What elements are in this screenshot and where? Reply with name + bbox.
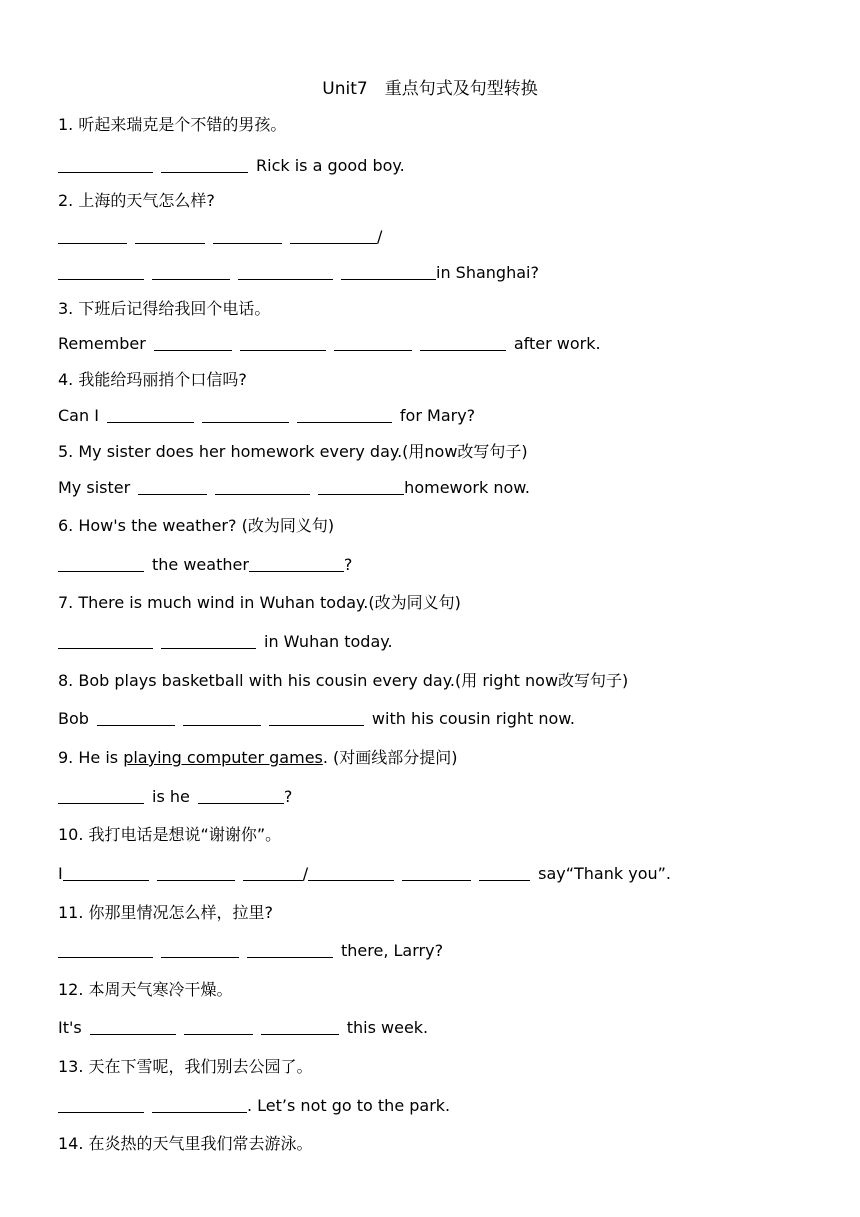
answer-tail: in Wuhan today. [264, 632, 393, 651]
answer-blank[interactable] [135, 227, 205, 244]
answer-blank[interactable] [247, 941, 333, 958]
slash: / [302, 864, 309, 883]
question-7-prompt: 7. There is much wind in Wuhan today.(改为同义句) [58, 593, 461, 612]
answer-head: Bob [58, 709, 89, 728]
question-10-answer [58, 863, 671, 885]
answer-mid: the weather [152, 555, 249, 574]
question-6-prompt: 6. How's the weather? (改为同义句) [58, 516, 335, 535]
question-10-prompt: 10. 我打电话是想说“谢谢你”。 [58, 825, 282, 844]
answer-head: Remember [58, 334, 146, 353]
question-8-prompt: 8. Bob plays basketball with his cousin every day.(用 right now改写句子) [58, 671, 629, 690]
question-11-answer [58, 940, 443, 962]
answer-tail: ? [343, 555, 353, 574]
answer-blank[interactable] [161, 632, 256, 649]
question-13-prompt: 13. 天在下雪呢，我们别去公园了。 [58, 1057, 313, 1076]
answer-tail: after work. [513, 334, 601, 353]
underlined-phrase: playing computer games [123, 748, 323, 767]
answer-blank[interactable] [161, 156, 248, 173]
question-14-prompt: 14. 在炎热的天气里我们常去游泳。 [58, 1134, 313, 1153]
answer-tail: this week. [346, 1018, 429, 1037]
answer-blank[interactable] [63, 864, 149, 881]
answer-blank[interactable] [183, 709, 261, 726]
answer-blank[interactable] [107, 406, 194, 423]
answer-head: Can I [58, 406, 99, 425]
question-11-prompt: 11. 你那里情况怎么样，拉里? [58, 903, 274, 922]
prompt-part: . (对画线部分提问) [322, 748, 458, 767]
answer-blank[interactable] [240, 334, 326, 351]
answer-blank[interactable] [152, 1096, 247, 1113]
question-4-answer [58, 405, 475, 427]
answer-blank[interactable] [58, 555, 144, 572]
answer-blank[interactable] [269, 709, 364, 726]
slash: / [377, 227, 383, 246]
answer-blank[interactable] [58, 156, 153, 173]
question-12-answer [58, 1017, 428, 1039]
answer-tail: in Shanghai? [436, 263, 539, 282]
answer-blank[interactable] [58, 227, 127, 244]
answer-blank[interactable] [420, 334, 506, 351]
answer-tail: Rick is a good boy. [256, 156, 405, 175]
answer-blank[interactable] [58, 1096, 144, 1113]
answer-blank[interactable] [238, 263, 333, 280]
question-3-prompt: 3. 下班后记得给我回个电话。 [58, 299, 271, 318]
question-2-answer-line1 [58, 226, 382, 248]
question-3-answer [58, 333, 601, 355]
question-9-prompt [58, 747, 458, 769]
answer-blank[interactable] [213, 227, 282, 244]
answer-tail: homework now. [404, 478, 530, 497]
question-6-answer [58, 554, 352, 576]
answer-blank[interactable] [90, 1018, 176, 1035]
answer-tail: for Mary? [399, 406, 476, 425]
answer-blank[interactable] [184, 1018, 253, 1035]
answer-blank[interactable] [154, 334, 232, 351]
question-5-prompt: 5. My sister does her homework every day.(用now改写句子) [58, 442, 528, 461]
answer-blank[interactable] [58, 787, 144, 804]
question-1-prompt: 1. 听起来瑞克是个不错的男孩。 [58, 115, 287, 134]
answer-tail: say“Thank you”. [538, 864, 671, 883]
answer-blank[interactable] [215, 478, 310, 495]
question-1-answer [58, 155, 405, 177]
answer-tail: there, Larry? [341, 941, 444, 960]
question-9-answer [58, 786, 292, 808]
question-4-prompt: 4. 我能给玛丽捎个口信吗? [58, 370, 247, 389]
answer-head: It's [58, 1018, 82, 1037]
question-2-prompt: 2. 上海的天气怎么样? [58, 191, 215, 210]
answer-blank[interactable] [308, 864, 394, 881]
answer-tail: . Let’s not go to the park. [247, 1096, 451, 1115]
question-2-answer-line2 [58, 262, 539, 284]
answer-blank[interactable] [157, 864, 235, 881]
answer-blank[interactable] [243, 864, 303, 881]
answer-head: I [58, 864, 63, 883]
answer-blank[interactable] [290, 227, 377, 244]
answer-blank[interactable] [402, 864, 471, 881]
prompt-part: 9. He is [58, 748, 124, 767]
answer-blank[interactable] [202, 406, 289, 423]
answer-head: My sister [58, 478, 131, 497]
question-13-answer [58, 1095, 450, 1117]
question-12-prompt: 12. 本周天气寒冷干燥。 [58, 980, 233, 999]
answer-blank[interactable] [261, 1018, 339, 1035]
answer-blank[interactable] [334, 334, 412, 351]
question-8-answer [58, 708, 575, 730]
answer-blank[interactable] [479, 864, 530, 881]
answer-blank[interactable] [318, 478, 404, 495]
answer-blank[interactable] [249, 555, 344, 572]
answer-blank[interactable] [297, 406, 392, 423]
question-5-answer [58, 477, 530, 499]
answer-blank[interactable] [152, 263, 230, 280]
answer-blank[interactable] [341, 263, 436, 280]
question-7-answer [58, 631, 393, 653]
answer-blank[interactable] [97, 709, 175, 726]
answer-blank[interactable] [58, 632, 153, 649]
answer-blank[interactable] [161, 941, 239, 958]
answer-tail: ? [283, 787, 293, 806]
answer-mid: is he [152, 787, 190, 806]
answer-tail: with his cousin right now. [371, 709, 576, 728]
answer-blank[interactable] [58, 263, 144, 280]
answer-blank[interactable] [58, 941, 153, 958]
page-title: Unit7 重点句式及句型转换 [322, 79, 538, 99]
answer-blank[interactable] [138, 478, 207, 495]
answer-blank[interactable] [198, 787, 284, 804]
